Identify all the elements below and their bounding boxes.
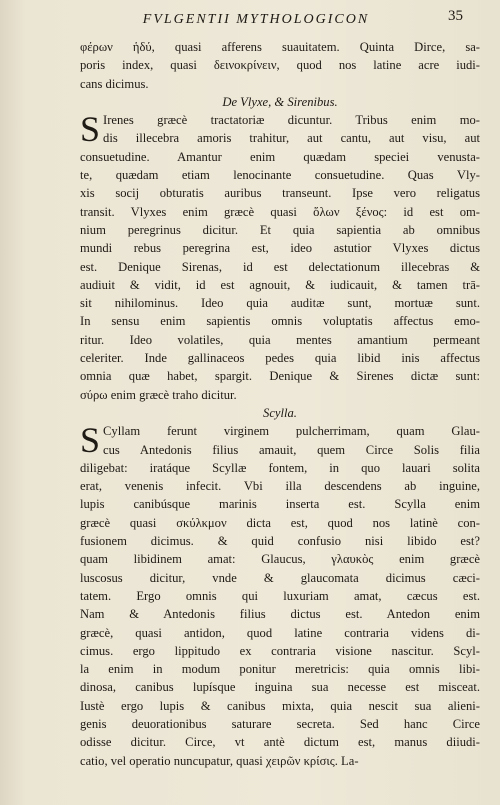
section-title-ulysses: De Vlyxe, & Sirenibus. <box>222 94 338 109</box>
page-number: 35 <box>448 8 463 24</box>
text-line: celeriter. Inde gallinaceos pedes quia libid inis affectus <box>80 351 480 366</box>
text-line: cans dicimus. <box>80 76 149 91</box>
text-line: xis socij obturatis auribus transeunt. Ipse vero religatus <box>80 186 480 201</box>
text-line: φέρων ἡδύ, quasi afferens suauitatem. Quinta Dirce, sa- <box>80 40 480 54</box>
running-title: FVLGENTII MYTHOLOGICON <box>142 12 370 27</box>
text-line: catio, vel operatio nuncupatur, quasi χειρῶν κρίσις. La- <box>80 753 359 768</box>
text-line: sit nihilominus. Ideo quia auditæ sunt, mortuæ sunt. <box>80 296 480 311</box>
text-line: dis illecebra amoris trahitur, aut cantu, aut visu, aut <box>103 131 480 146</box>
text-line: græcè, quasi antidon, quod latine contraria videns di- <box>80 625 480 640</box>
text-line: fusionem dicimus. & quid confusio nisi libido est? <box>80 534 480 549</box>
text-line: tatem. Ergo omnis qui luxuriam amat, cæcus est. <box>80 588 480 603</box>
text-line: est. Denique Sirenas, id est delectationum illecebras & <box>80 259 480 274</box>
text-line: Cyllam ferunt virginem pulcherrimam, quam Glau- <box>103 424 480 439</box>
text-line: In sensu enim sapientis omnis voluptatis affectus emo- <box>80 314 480 329</box>
intro-paragraph <box>80 38 480 93</box>
paragraph-scylla <box>80 422 480 770</box>
text-line: transit. Vlyxes enim græcè quasi ὅλων ξένος: id est om- <box>80 204 480 219</box>
text-line: cus Antedonis filius amauit, quem Circe Solis filia <box>103 442 480 457</box>
text-line: te, quædam etiam lenocinante consuetudine. Quas Vly- <box>80 168 480 183</box>
drop-cap: S <box>80 420 101 461</box>
paragraph-ulysses <box>80 111 480 404</box>
text-line: diligebat: iratáque Scyllæ fontem, in quo lauari solita <box>80 460 480 475</box>
text-line: audiuit & vidit, id est agnouit, & iudicauit, & tamen trā- <box>80 277 480 292</box>
text-line: dinosa, canibus lupísque inguina sua necesse est misceat. <box>80 680 480 695</box>
text-line: nium peregrinus dicitur. Et quia sapientia ab omnibus <box>80 222 480 237</box>
text-line: cimus. ergo lippitudo ex contraria visione nascitur. Scyl- <box>80 643 480 658</box>
text-line: omnia quæ habet, spargit. Denique & Sirenes dictæ sunt: <box>80 369 480 384</box>
text-line: poris index, quasi δεινοκρίνειν, quod nos latine acre iudi- <box>80 58 480 73</box>
text-line: genis deuorationibus saturare secreta. Sed hanc Circe <box>80 716 480 731</box>
text-line: græcè quasi σκύλκμον dicta est, quod nos latinè con- <box>80 515 480 530</box>
main-text <box>80 38 480 770</box>
text-line: ritur. Ideo volatiles, quia mentes amantium permeant <box>80 332 480 347</box>
text-line: luscosus dicitur, vnde & glaucomata dicimus cæci- <box>80 570 480 585</box>
text-line: Irenes græcè tractatoriæ dicuntur. Tribus enim mo- <box>103 113 480 128</box>
text-line: mundi rebus peregrina est, ideo astutior Vlyxes dictus <box>80 241 480 256</box>
text-line: σύρω enim græcè traho dicitur. <box>80 387 237 402</box>
drop-cap: S <box>80 109 101 150</box>
text-line: Iustè ergo lupis & canibus mixta, quia nescit sua alieni- <box>80 698 480 713</box>
text-line: odisse dicitur. Circe, vt antè dictum est, manus diiudi- <box>80 735 480 750</box>
section-title-scylla: Scylla. <box>263 405 297 420</box>
text-line: erat, venenis infecit. Vbi illa descendens ab inguine, <box>80 479 480 494</box>
text-line: quam libidinem amat: Glaucus, γλαυκὸς enim græcè <box>80 552 480 567</box>
text-line: consuetudine. Amantur enim quædam speciei venusta- <box>80 149 480 164</box>
text-line: lupis canibúsque marinis inserta est. Scylla enim <box>80 497 480 512</box>
text-line: la enim in modum ponitur meretricis: quia omnis libi- <box>80 662 480 677</box>
text-line: Nam & Antedonis filius dictus est. Antedon enim <box>80 607 480 622</box>
